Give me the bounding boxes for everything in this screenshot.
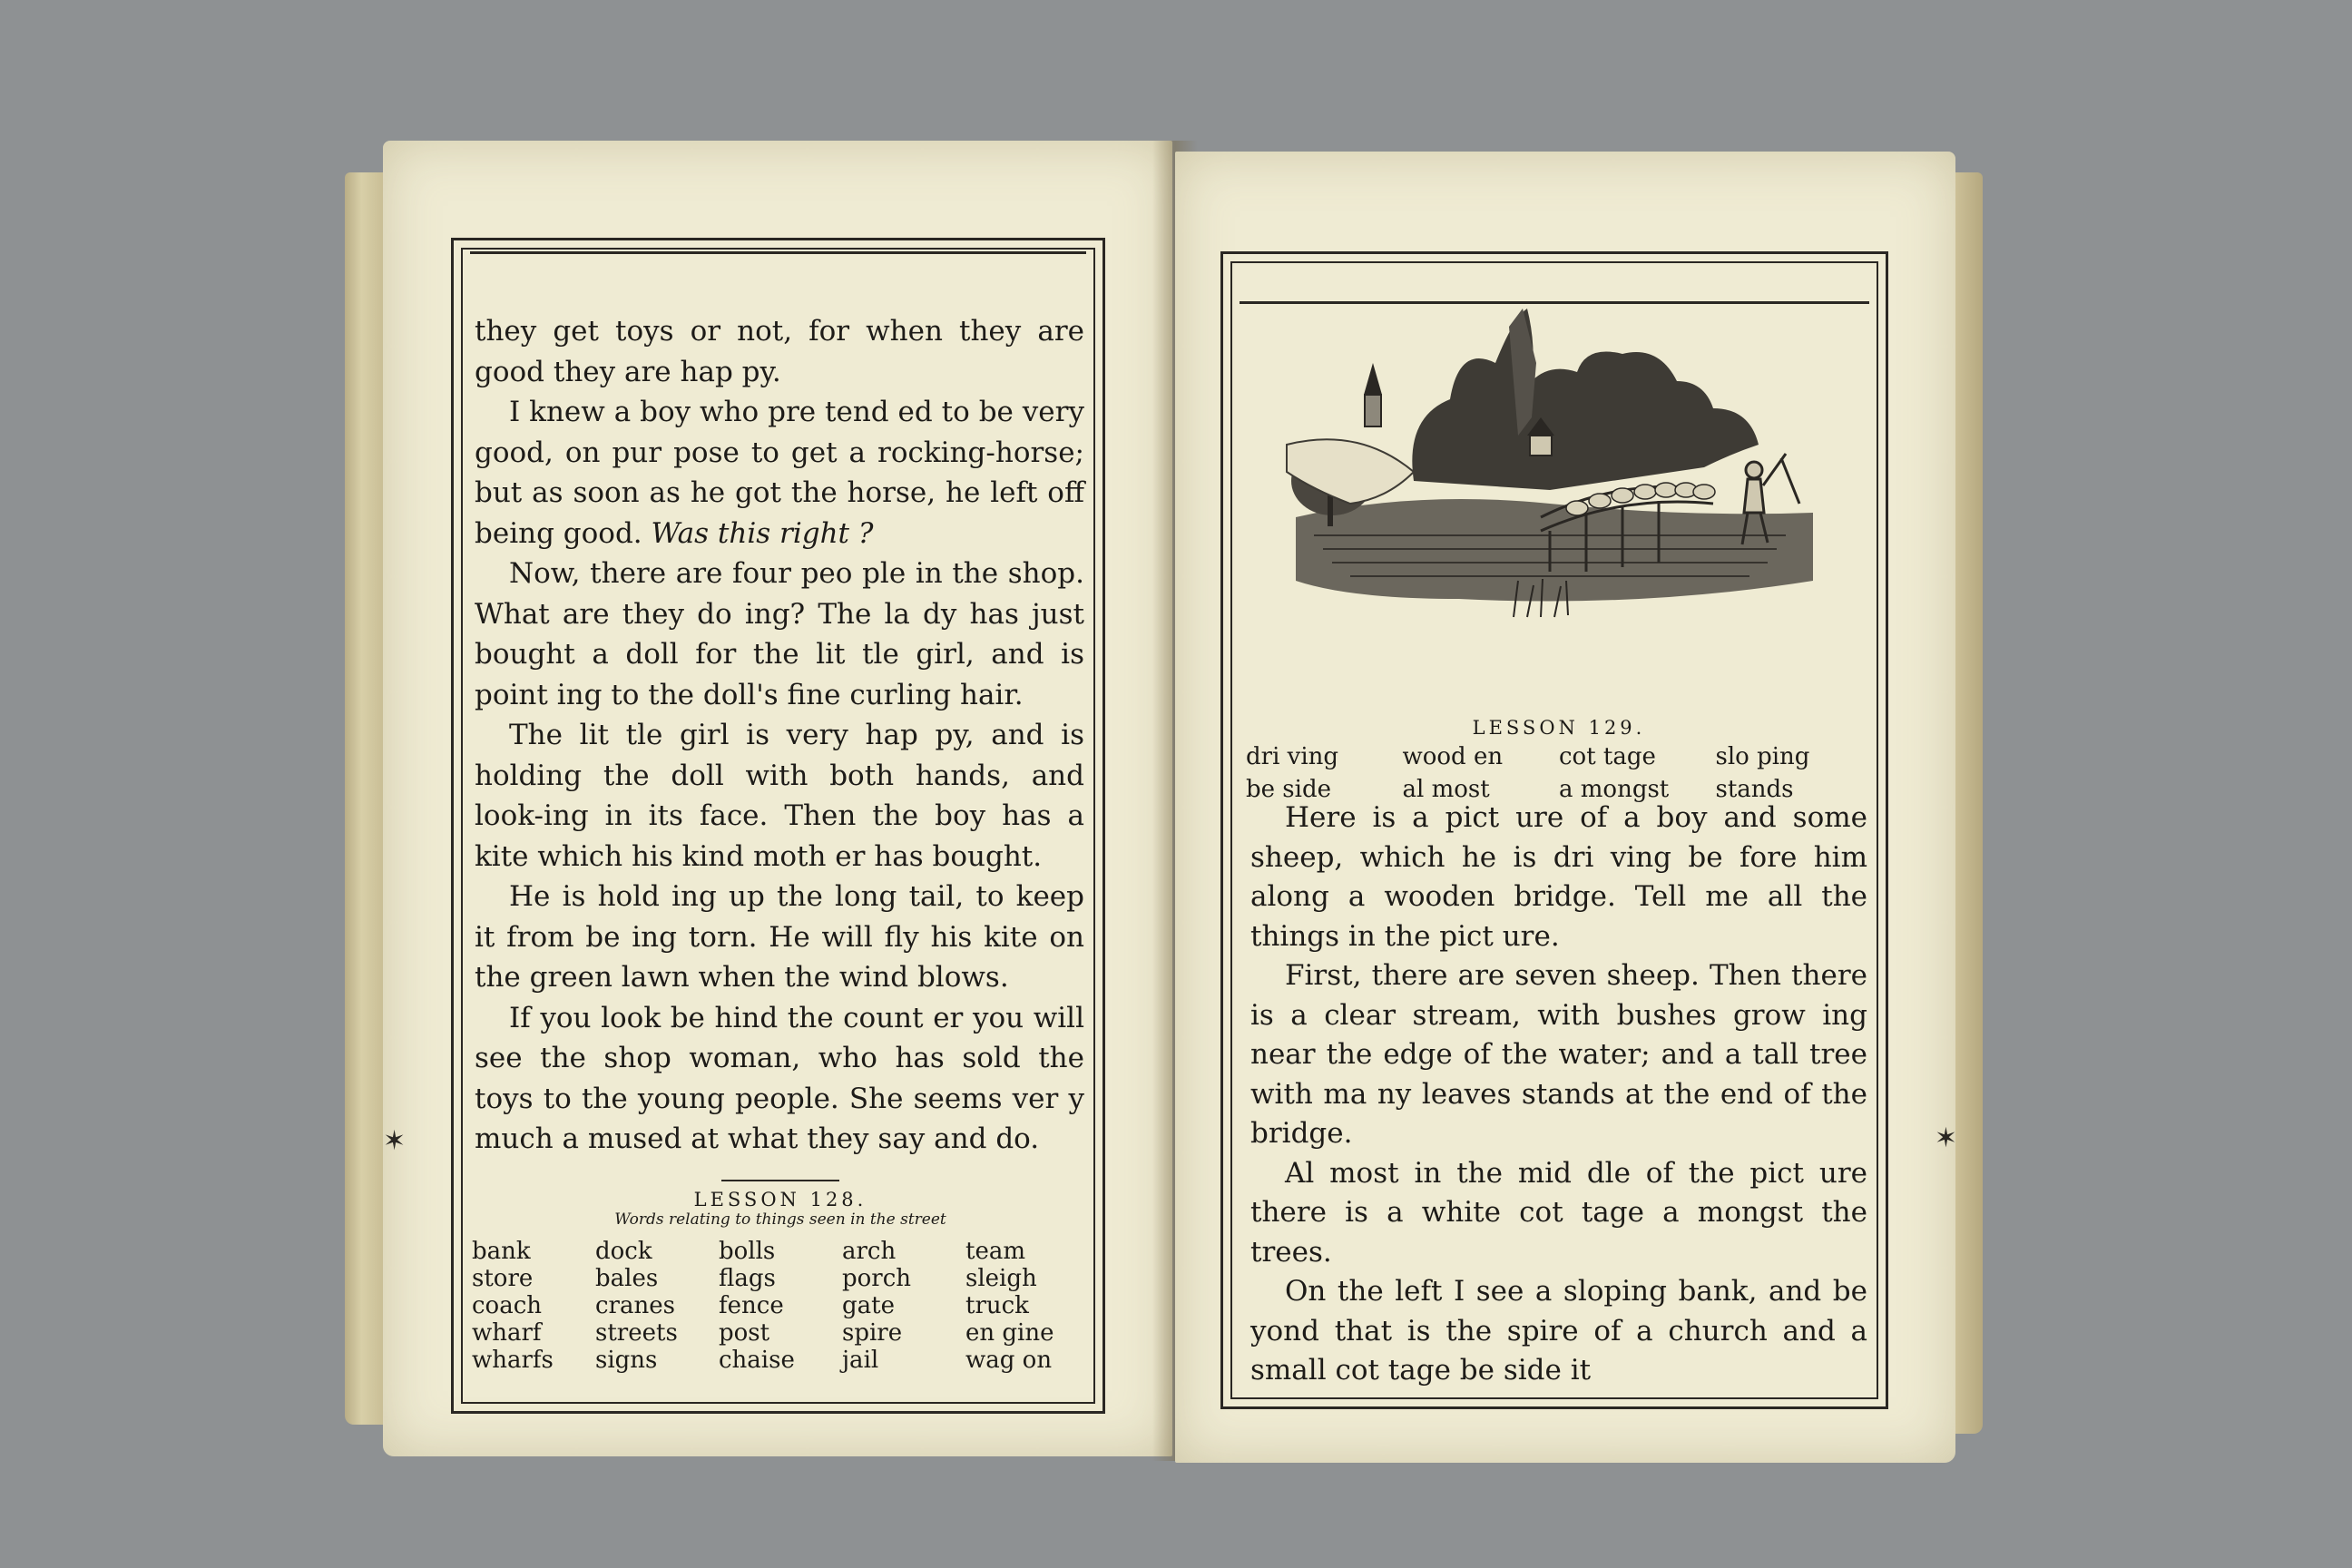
word: coach xyxy=(472,1292,543,1319)
bridge-engraving-illustration xyxy=(1278,309,1822,622)
word: wharf xyxy=(472,1319,542,1347)
word: bales xyxy=(595,1265,659,1292)
lesson-128 xyxy=(472,1180,1089,1374)
word: jail xyxy=(842,1347,879,1374)
word: gate xyxy=(842,1292,895,1319)
paragraph: On the left I see a sloping bank, and be yond that is the spire of a church and a small cot tage be side it xyxy=(1250,1275,1867,1387)
lesson-title: LESSON 128. xyxy=(693,1189,867,1210)
word: sleigh xyxy=(965,1265,1037,1292)
word: arch xyxy=(842,1238,897,1265)
word: cranes xyxy=(595,1292,675,1319)
word: fence xyxy=(719,1292,784,1319)
paragraph: Here is a pict ure of a boy and some sheep, which he is dri ving be fore him along a wooden bridge. Tell me all the things in the pict ure. xyxy=(1250,801,1867,953)
page-edges-left xyxy=(345,172,387,1425)
word: a mongst xyxy=(1559,776,1670,803)
word: wood en xyxy=(1402,743,1504,770)
word: team xyxy=(965,1238,1025,1265)
word: dock xyxy=(595,1238,652,1265)
word: chaise xyxy=(719,1347,795,1374)
paragraph: First, there are seven sheep. Then there is a clear stream, with bushes grow ing near the edge of the water; and a tall tree with ma ny leaves stands at the end of the bridge. xyxy=(1250,959,1867,1150)
word: bolls xyxy=(719,1238,776,1265)
word: signs xyxy=(595,1347,658,1374)
lesson-subtitle: Words relating to things seen in the street xyxy=(614,1210,946,1229)
paragraph: Al most in the mid dle of the pict ure there is a white cot tage a mongst the trees. xyxy=(1250,1156,1867,1269)
paragraph: He is hold ing up the long tail, to keep it from be ing torn. He will fly his kite on the green lawn when the wind blows. xyxy=(475,880,1084,994)
lesson-129 xyxy=(1246,717,1872,806)
word: en gine xyxy=(965,1319,1054,1347)
right-page-frame xyxy=(1220,251,1888,1409)
word: store xyxy=(472,1265,534,1292)
word: truck xyxy=(965,1292,1029,1319)
word: slo ping xyxy=(1715,743,1810,770)
right-page-text xyxy=(1250,799,1867,1391)
lesson-title: LESSON 129. xyxy=(1472,717,1646,739)
word-list xyxy=(1246,740,1872,806)
paragraph: I knew a boy who pre tend ed to be very good, on pur pose to get a rocking-horse; but as soon as he got the horse, he left off being good. Was this right ? xyxy=(475,396,1084,550)
word: spire xyxy=(842,1319,903,1347)
header-rule xyxy=(470,251,1086,254)
word: stands xyxy=(1715,776,1794,803)
word: cot tage xyxy=(1559,743,1656,770)
word: porch xyxy=(842,1265,912,1292)
paragraph: If you look be hind the count er you will see the shop woman, who has sold the toys to the young people. She seems ver y much a mused at what they say and do. xyxy=(475,1001,1084,1155)
page-edges-right xyxy=(1952,172,1983,1434)
word: wharfs xyxy=(472,1347,554,1374)
thumb-index-mark: ✶ xyxy=(1934,1122,1957,1154)
paragraph: The lit tle girl is very hap py, and is holding the doll with both hands, and look-ing in its face. Then the boy has a kite which his kind moth er has bought. xyxy=(475,719,1084,873)
left-page-frame xyxy=(451,238,1105,1414)
left-page-text xyxy=(475,311,1084,1160)
word: flags xyxy=(719,1265,776,1292)
paragraph: they get toys or not, for when they are good they are hap py. xyxy=(475,315,1084,388)
paragraph: Now, there are four peo ple in the shop. What are they do ing? The la dy has just bought a doll for the lit tle girl, and is point ing to the doll's fine curling hair. xyxy=(475,557,1084,711)
word: post xyxy=(719,1319,770,1347)
word-list xyxy=(472,1238,1089,1374)
word: dri ving xyxy=(1246,743,1339,770)
header-rule xyxy=(1240,301,1869,304)
word: bank xyxy=(472,1238,531,1265)
word: be side xyxy=(1246,776,1331,803)
word: al most xyxy=(1402,776,1490,803)
open-book xyxy=(345,132,1983,1465)
right-page xyxy=(1175,152,1955,1463)
word: streets xyxy=(595,1319,678,1347)
italic-question: Was this right ? xyxy=(651,516,874,550)
word: wag on xyxy=(965,1347,1053,1374)
left-page xyxy=(383,141,1172,1456)
thumb-index-mark: ✶ xyxy=(383,1125,407,1157)
